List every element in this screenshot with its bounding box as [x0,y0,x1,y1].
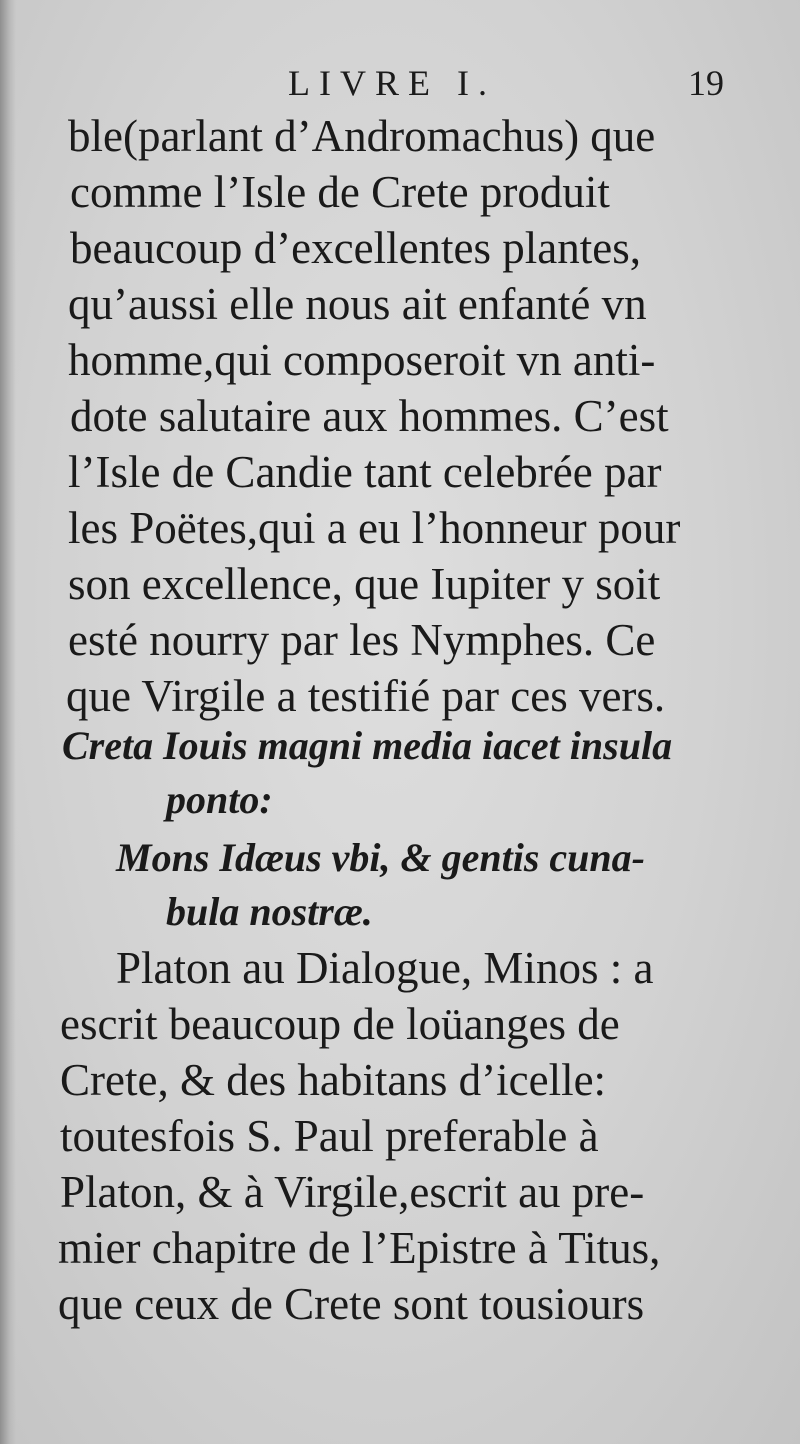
verse-line: Creta Iouis magni media iacet insula [62,723,673,768]
text-line: son excellence, que Iupiter y soit [68,559,661,609]
verse-line: ponto: [166,777,273,822]
text-line: ble(parlant d’Andromachus) que [68,111,656,161]
text-line: dote salutaire aux hommes. C’est [70,391,669,441]
text-line: toutesfois S. Paul preferable à [60,1111,599,1161]
text-line: esté nourry par les Nymphes. Ce [68,615,656,665]
verse-line: bula nostræ. [166,889,373,934]
page-gutter-shadow [0,0,16,1444]
running-head: LIVRE I. [288,63,496,103]
verse-line: Mons Idæus vbi, & gentis cuna- [116,835,645,880]
text-line: que ceux de Crete sont tousiours [58,1279,645,1329]
text-line: Crete, & des habitans d’icelle: [60,1055,607,1105]
text-line: les Poëtes,qui a eu l’honneur pour [68,503,681,553]
text-line: que Virgile a testifié par ces vers. [66,671,666,721]
text-line: Platon au Dialogue, Minos : a [116,943,654,993]
text-line: Platon, & à Virgile,escrit au pre- [60,1167,645,1217]
text-line: escrit beaucoup de loüanges de [60,999,620,1049]
text-line: homme,qui composeroit vn anti- [68,335,656,385]
text-line: l’Isle de Candie tant celebrée par [68,447,662,497]
text-line: mier chapitre de l’Epistre à Titus, [58,1223,661,1273]
page-header [0,62,800,106]
text-line: qu’aussi elle nous ait enfanté vn [68,279,647,329]
text-line: beaucoup d’excellentes plantes, [70,223,642,273]
text-line: comme l’Isle de Crete produit [70,167,610,217]
page-number: 19 [688,63,724,103]
